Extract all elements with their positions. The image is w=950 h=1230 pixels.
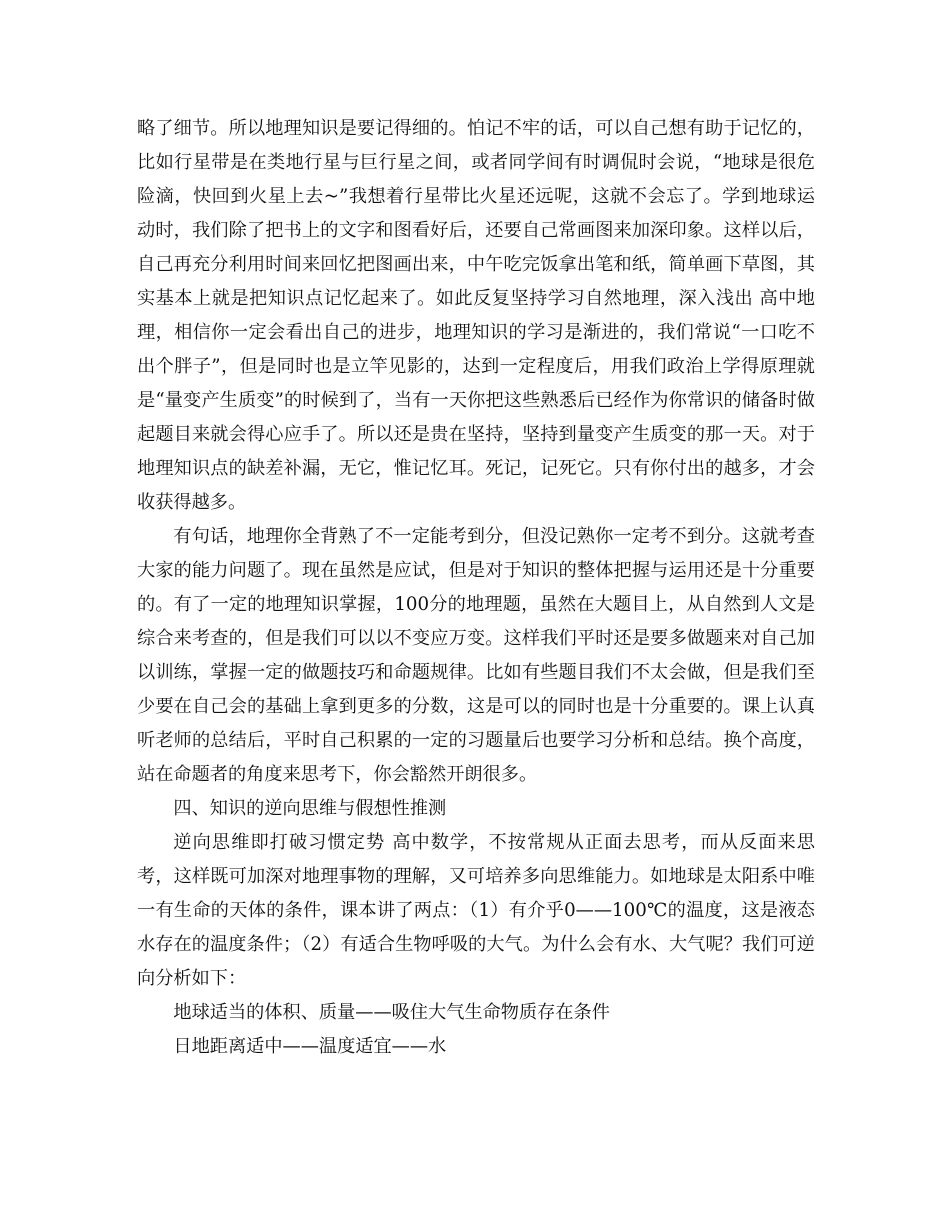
analysis-line-1: 地球适当的体积、质量——吸住大气生命物质存在条件 xyxy=(173,1002,610,1023)
document-body xyxy=(137,112,815,1064)
paragraph-memory-tips: 略了细节。所以地理知识是要记得细的。怕记不牢的话，可以自己想有助于记忆的，比如行星带是在类地行星与巨行星之间，或者同学间有时调侃时会说，“地球是很危险滴，快回到火星上去~”我想着行星带比火星还远呢，这就不会忘了。学到地球运动时，我们除了把书上的文字和图看好后，还要自己常画图来加深印象。这样以后，自己再充分利用时间来回忆把图画出来，中午吃完饭拿出笔和纸，简单画下草图，其实基本上就是把知识点记忆起来了。如此反复坚持学习自然地理，深入浅出 高中地理，相信你一定会看出自己的进步，地理知识的学习是渐进的，我们常说“一口吃不出个胖子”，但是同时也是立竿见影的，达到一定程度后，用我们政治上学得原理就是“量变产生质变”的时候到了，当有一天你把这些熟悉后已经作为你常识的储备时做起题目来就会得心应手了。所以还是贵在坚持，坚持到量变产生质变的那一天。对于地理知识点的缺差补漏，无它，惟记忆耳。死记，记死它。只有你付出的越多，才会收获得越多。 xyxy=(137,118,815,513)
paragraph-reverse-thinking: 逆向思维即打破习惯定势 高中数学，不按常规从正面去思考，而从反面来思考，这样既可加深对地理事物的理解，又可培养多向思维能力。如地球是太阳系中唯一有生命的天体的条件，课本讲了两点：（1）有介乎0——100℃的温度，这是液态水存在的温度条件；（2）有适合生物呼吸的大气。为什么会有水、大气呢？我们可逆向分析如下： xyxy=(137,832,815,989)
paragraph-exam-skills: 有句话，地理你全背熟了不一定能考到分，但没记熟你一定考不到分。这就考查大家的能力问题了。现在虽然是应试，但是对于知识的整体把握与运用还是十分重要的。有了一定的地理知识掌握，100分的地理题，虽然在大题目上，从自然到人文是综合来考查的，但是我们可以以不变应万变。这样我们平时还是要多做题来对自己加以训练，掌握一定的做题技巧和命题规律。比如有些题目我们不太会做，但是我们至少要在自己会的基础上拿到更多的分数，这是可以的同时也是十分重要的。课上认真听老师的总结后，平时自己积累的一定的习题量后也要学习分析和总结。换个高度，站在命题者的角度来思考下，你会豁然开朗很多。 xyxy=(137,526,815,785)
section-heading: 四、知识的逆向思维与假想性推测 xyxy=(173,798,447,819)
analysis-line-2: 日地距离适中——温度适宜——水 xyxy=(173,1036,447,1057)
